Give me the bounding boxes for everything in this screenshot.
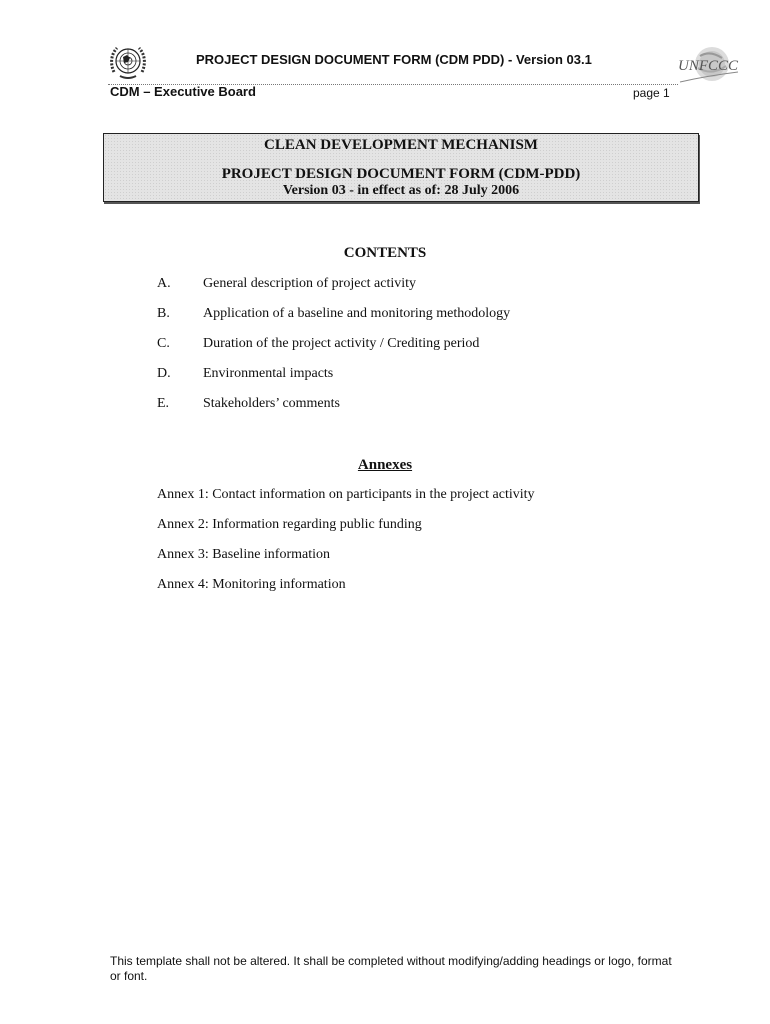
contents-heading: CONTENTS	[343, 245, 427, 261]
toc-item[interactable]	[157, 276, 416, 292]
page-number: page 1	[633, 86, 670, 100]
toc-letter: A.	[157, 276, 171, 291]
toc-letter: B.	[157, 306, 170, 321]
unfccc-logo-text: UNFCCC	[678, 58, 739, 74]
form-title: PROJECT DESIGN DOCUMENT FORM (CDM-PDD)	[221, 166, 581, 182]
toc-text: Application of a baseline and monitoring methodology	[203, 306, 511, 321]
toc-text: Duration of the project activity / Crediting period	[203, 336, 480, 351]
toc-item[interactable]	[157, 396, 340, 412]
toc-item[interactable]	[157, 366, 333, 382]
toc-letter: E.	[157, 396, 170, 411]
toc-letter: C.	[157, 336, 170, 351]
annex-item[interactable]: Annex 2: Information regarding public funding	[157, 517, 422, 532]
annex-item[interactable]: Annex 3: Baseline information	[157, 547, 331, 562]
toc-text: General description of project activity	[203, 276, 417, 291]
un-emblem-icon	[108, 42, 148, 82]
title-box	[103, 133, 699, 202]
version-line: Version 03 - in effect as of: 28 July 2006	[282, 183, 520, 198]
executive-board-label: CDM – Executive Board	[110, 84, 256, 99]
toc-text: Environmental impacts	[203, 366, 334, 381]
annex-item[interactable]: Annex 4: Monitoring information	[157, 577, 346, 592]
annex-item[interactable]: Annex 1: Contact information on participants in the project activity	[157, 487, 535, 502]
annexes-heading: Annexes	[357, 457, 413, 473]
footer-note: This template shall not be altered. It shall be completed without modifying/adding headings or logo, format or font.	[110, 954, 672, 983]
toc-text: Stakeholders’ comments	[203, 396, 340, 411]
header-title: PROJECT DESIGN DOCUMENT FORM (CDM PDD) - Version 03.1	[196, 52, 592, 67]
mechanism-title: CLEAN DEVELOPMENT MECHANISM	[264, 137, 538, 153]
toc-item[interactable]	[157, 306, 510, 322]
toc-letter: D.	[157, 366, 171, 381]
toc-item[interactable]	[157, 336, 479, 352]
